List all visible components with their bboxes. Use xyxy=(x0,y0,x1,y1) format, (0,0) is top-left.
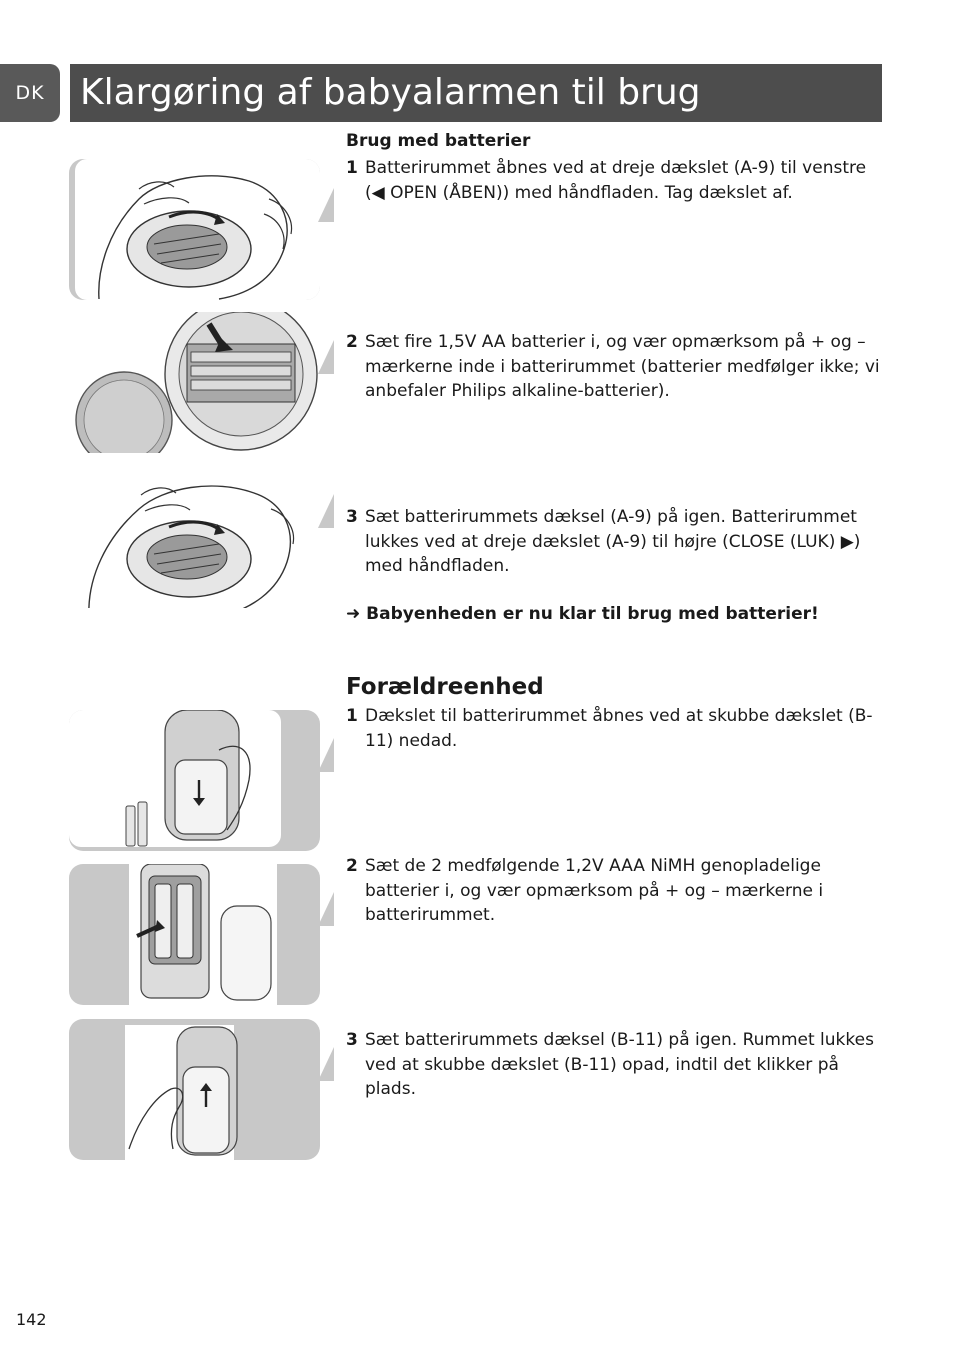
step-number: 3 xyxy=(346,1030,358,1050)
step-number: 2 xyxy=(346,856,358,876)
step-number: 1 xyxy=(346,706,358,726)
battery-result: ➜ Babyenheden er nu klar til brug med batterier! xyxy=(346,604,819,624)
pointer-triangle xyxy=(318,738,334,772)
illustration-close-cover xyxy=(69,467,320,608)
illustration-slide-cover-up xyxy=(69,1019,320,1160)
pointer-triangle xyxy=(318,188,334,222)
step-text: Sæt fire 1,5V AA batterier i, og vær opmærksom på + og – mærkerne inde i batterirummet (batterier medfølger ikke; vi anbefaler Philips alkaline-batterier). xyxy=(365,332,880,401)
step-text: Dækslet til batterirummet åbnes ved at skubbe dækslet (B-11) nedad. xyxy=(365,706,873,751)
title-bar xyxy=(70,64,882,122)
step-text: Sæt batterirummets dæksel (A-9) på igen. Batterirummet lukkes ved at dreje dækslet (A-9) til højre (CLOSE (LUK) ▶) med håndfladen. xyxy=(365,507,861,576)
illustration-insert-aaa-batteries xyxy=(69,864,320,1005)
battery-step-2 xyxy=(346,330,881,404)
parent-step-3 xyxy=(346,1028,881,1102)
pointer-triangle xyxy=(318,340,334,374)
battery-step-3 xyxy=(346,505,881,579)
parent-step-2 xyxy=(346,854,881,928)
illustration-open-cover xyxy=(69,159,320,300)
pointer-triangle xyxy=(318,494,334,528)
parent-section-heading: Forældreenhed xyxy=(346,674,544,700)
pointer-triangle xyxy=(318,892,334,926)
step-number: 1 xyxy=(346,158,358,178)
step-text: Sæt batterirummets dæksel (B-11) på igen. Rummet lukkes ved at skubbe dækslet (B-11) opad, indtil det klikker på plads. xyxy=(365,1030,874,1099)
illustration-insert-aa-batteries xyxy=(69,312,320,453)
step-text: Batterirummet åbnes ved at dreje dækslet (A-9) til venstre (◀ OPEN (ÅBEN)) med håndfladen. Tag dækslet af. xyxy=(365,158,867,203)
page-title: Klargøring af babyalarmen til brug xyxy=(80,72,701,113)
step-text: Sæt de 2 medfølgende 1,2V AAA NiMH genopladelige batterier i, og vær opmærksom på + og – mærkerne i batterirummet. xyxy=(365,856,824,925)
step-number: 3 xyxy=(346,507,358,527)
battery-subheading: Brug med batterier xyxy=(346,131,531,151)
illustration-slide-cover-down xyxy=(69,710,320,851)
battery-step-1 xyxy=(346,156,881,205)
language-tab: DK xyxy=(0,64,60,122)
pointer-triangle xyxy=(318,1047,334,1081)
step-number: 2 xyxy=(346,332,358,352)
parent-step-1 xyxy=(346,704,881,753)
page-number: 142 xyxy=(16,1310,47,1329)
